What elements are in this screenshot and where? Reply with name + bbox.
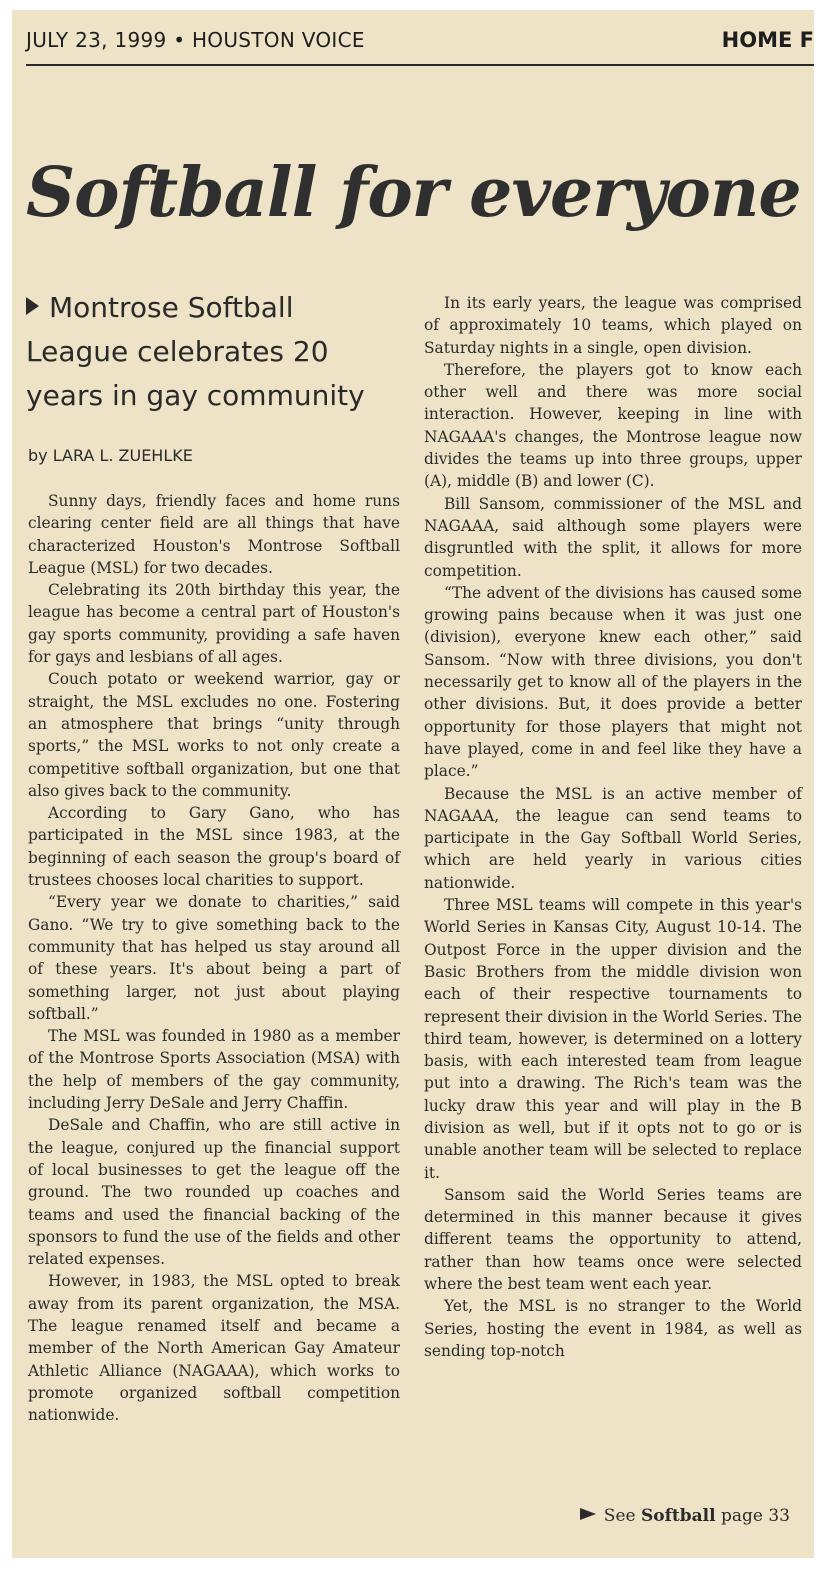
paragraph: Three MSL teams will compete in this year's World Series in Kansas City, August 10-14. The Outpost Force in the upper division and the Basic Brothers from the middle division won each of their respective tournaments to represent their division in the World Series. The third team, however, is determined on a lottery basis, with each interested team from league put into a drawing. The Rich's team was the lucky draw this year and will play in the B division as well, but if it opts not to go or is unable another team will be selected to replace it. bbox=[424, 896, 802, 1182]
newspaper-page bbox=[12, 10, 814, 1558]
paragraph: However, in 1983, the MSL opted to break away from its parent organization, the MSA. The league renamed itself and became a member of the North American Gay Amateur Athletic Alliance (NAGAAA), which works to promote organized softball competition nationwide. bbox=[28, 1272, 400, 1425]
arrow-right-icon bbox=[580, 1508, 596, 1520]
subhead bbox=[26, 286, 396, 418]
page-header bbox=[26, 28, 814, 58]
header-rule bbox=[26, 64, 814, 66]
paragraph: Sunny days, friendly faces and home runs clearing center field are all things that have characterized Houston's Montrose Softball League (MSL) for two decades. bbox=[28, 492, 400, 577]
headline: Softball for everyone bbox=[26, 153, 801, 233]
continuation-jump bbox=[580, 1506, 790, 1526]
paragraph: Yet, the MSL is no stranger to the World Series, hosting the event in 1984, as well as sending top-notch bbox=[424, 1297, 802, 1360]
article-column-right bbox=[424, 292, 802, 1362]
byline: by LARA L. ZUEHLKE bbox=[28, 446, 193, 465]
paragraph: In its early years, the league was comprised of approximately 10 teams, which played on Saturday nights in a single, open division. bbox=[424, 294, 802, 357]
section-label: HOME F bbox=[721, 28, 814, 52]
paragraph: Bill Sansom, commissioner of the MSL and NAGAAA, said although some players were disgruntled with the split, it allows for more competition. bbox=[424, 494, 802, 580]
dateline: JULY 23, 1999 • HOUSTON VOICE bbox=[26, 28, 365, 52]
triangle-bullet-icon bbox=[26, 297, 39, 315]
paragraph: Therefore, the players got to know each other well and there was more social interaction. However, keeping in line with NAGAAA's changes, the Montrose league now divides the teams up into three groups, upper (A), middle (B) and lower (C). bbox=[424, 360, 802, 491]
jump-suffix: page 33 bbox=[721, 1506, 790, 1526]
paragraph: Celebrating its 20th birthday this year, the league has become a central part of Houston's gay sports community, providing a safe haven for gays and lesbians of all ages. bbox=[28, 581, 400, 667]
jump-prefix: See bbox=[603, 1506, 636, 1526]
paragraph: “The advent of the divisions has caused some growing pains because when it was just one (division), everyone knew each other,” said Sansom. “Now with three divisions, you don't necessarily get to know all of the players in the other divisions. But, it does provide a better opportunity for those players that might not have played, come in and feel like they have a place.” bbox=[424, 583, 802, 781]
paragraph: The MSL was founded in 1980 as a member of the Montrose Sports Association (MSA) with the help of members of the gay community, including Jerry DeSale and Jerry Chaffin. bbox=[28, 1027, 400, 1113]
paragraph: DeSale and Chaffin, who are still active in the league, conjured up the financial support of local businesses to get the league off the ground. The two rounded up coaches and teams and used the financial backing of the sponsors to fund the use of the fields and other related expenses. bbox=[28, 1116, 400, 1269]
paragraph: Couch potato or weekend warrior, gay or straight, the MSL excludes no one. Fostering an atmosphere that brings “unity through sports,” the MSL works to not only create a competitive softball organization, but one that also gives back to the community. bbox=[28, 670, 400, 800]
subhead-text: Montrose Softball League celebrates 20 years in gay community bbox=[26, 291, 365, 412]
article-column-left bbox=[28, 490, 400, 1426]
paragraph: “Every year we donate to charities,” said Gano. “We try to give something back to the community that has helped us stay around all of these years. It's about being a part of something larger, not just about playing softball.” bbox=[28, 893, 400, 1023]
paragraph: Sansom said the World Series teams are determined in this manner because it gives different teams the opportunity to attend, rather than how teams once were selected where the best team went each year. bbox=[424, 1185, 802, 1294]
jump-keyword: Softball bbox=[640, 1506, 716, 1526]
paragraph: Because the MSL is an active member of NAGAAA, the league can send teams to participate in the Gay Softball World Series, which are held yearly in various cities nationwide. bbox=[424, 784, 802, 892]
paragraph: According to Gary Gano, who has participated in the MSL since 1983, at the beginning of each season the group's board of trustees chooses local charities to support. bbox=[28, 804, 400, 890]
